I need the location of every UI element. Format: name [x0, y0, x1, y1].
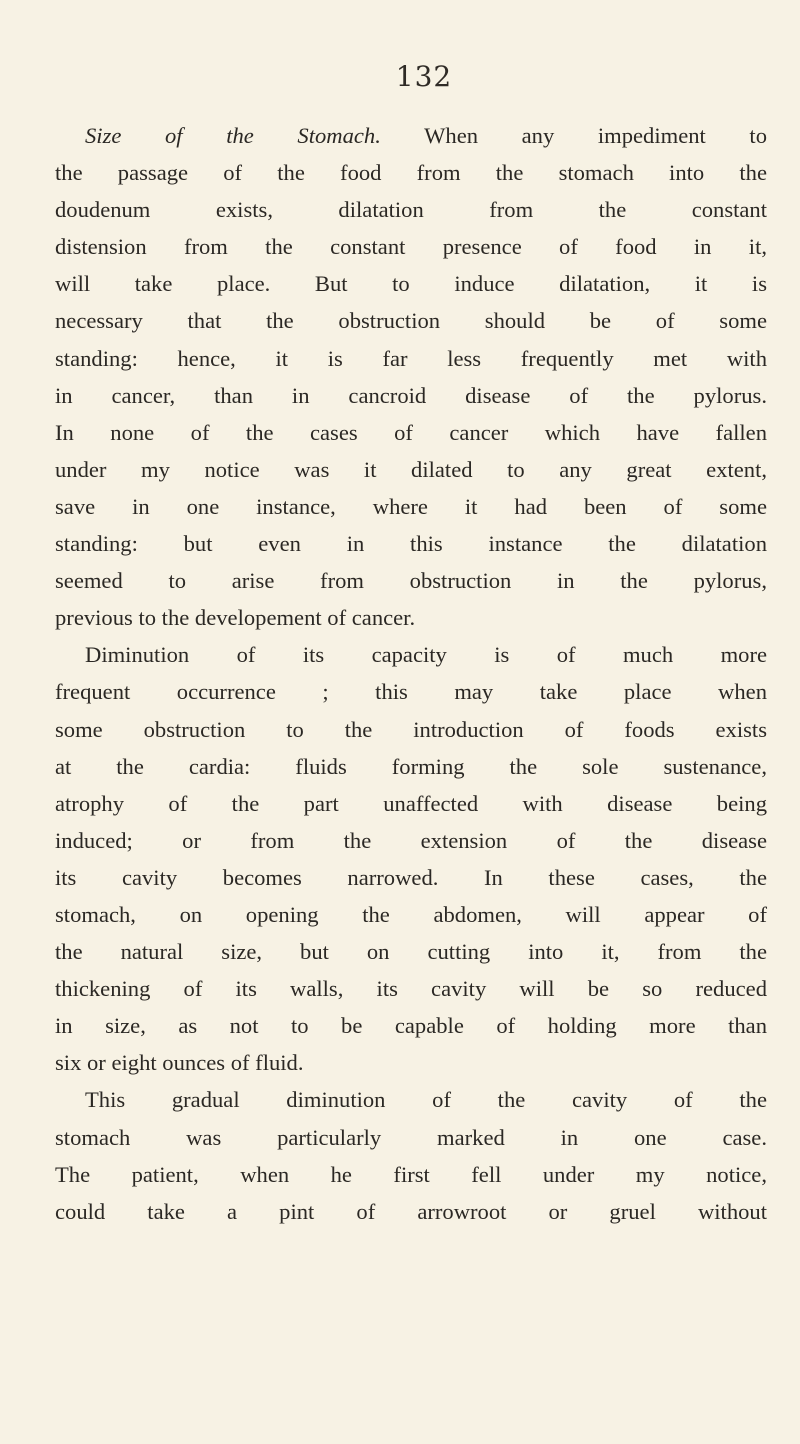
text-line: frequent occurrence ; this may take place when: [55, 679, 767, 705]
text-line: under my notice was it dilated to any great extent,: [55, 456, 767, 482]
text-line: standing: but even in this instance the dilatation: [55, 531, 767, 557]
text-line: necessary that the obstruction should be of some: [55, 308, 767, 334]
text-line: This gradual diminution of the cavity of the: [85, 1087, 767, 1113]
text-line: in size, as not to be capable of holding more than: [55, 1013, 767, 1039]
text-line: some obstruction to the introduction of foods exists: [55, 716, 767, 742]
text-line: stomach, on opening the abdomen, will appear of: [55, 901, 767, 927]
text-line: induced; or from the extension of the disease: [55, 827, 767, 853]
text-line: will take place. But to induce dilatation, it is: [55, 271, 767, 297]
text-line: atrophy of the part unaffected with disease being: [55, 790, 767, 816]
text-line: stomach was particularly marked in one case.: [55, 1124, 767, 1150]
text-line: its cavity becomes narrowed. In these cases, the: [55, 864, 767, 890]
section-heading: Size of the Stomach.: [85, 123, 381, 148]
text-line: Diminution of its capacity is of much more: [85, 642, 767, 668]
text-line: the passage of the food from the stomach into the: [55, 160, 767, 186]
text-line: standing: hence, it is far less frequently met with: [55, 345, 767, 371]
text-line: [55, 117, 767, 154]
text-line: save in one instance, where it had been of some: [55, 493, 767, 519]
text-line: in cancer, than in cancroid disease of the pylorus.: [55, 382, 767, 408]
text-line: at the cardia: fluids forming the sole sustenance,: [55, 753, 767, 779]
body-text: [55, 117, 767, 1230]
text-line: In none of the cases of cancer which have fallen: [55, 419, 767, 445]
text-line: the natural size, but on cutting into it, from the: [55, 939, 767, 965]
text-line: could take a pint of arrowroot or gruel without: [55, 1198, 767, 1224]
text-line: distension from the constant presence of food in it,: [55, 234, 767, 260]
text-line: previous to the developement of cancer.: [55, 605, 416, 631]
text-line-content: When any impediment to: [380, 123, 767, 148]
text-line: six or eight ounces of fluid.: [55, 1050, 304, 1076]
text-line: thickening of its walls, its cavity will be so reduced: [55, 976, 767, 1002]
page-number: 132: [395, 60, 453, 93]
text-line: The patient, when he first fell under my notice,: [55, 1161, 767, 1187]
text-line: doudenum exists, dilatation from the constant: [55, 197, 767, 223]
text-line: seemed to arise from obstruction in the pylorus,: [55, 568, 767, 594]
